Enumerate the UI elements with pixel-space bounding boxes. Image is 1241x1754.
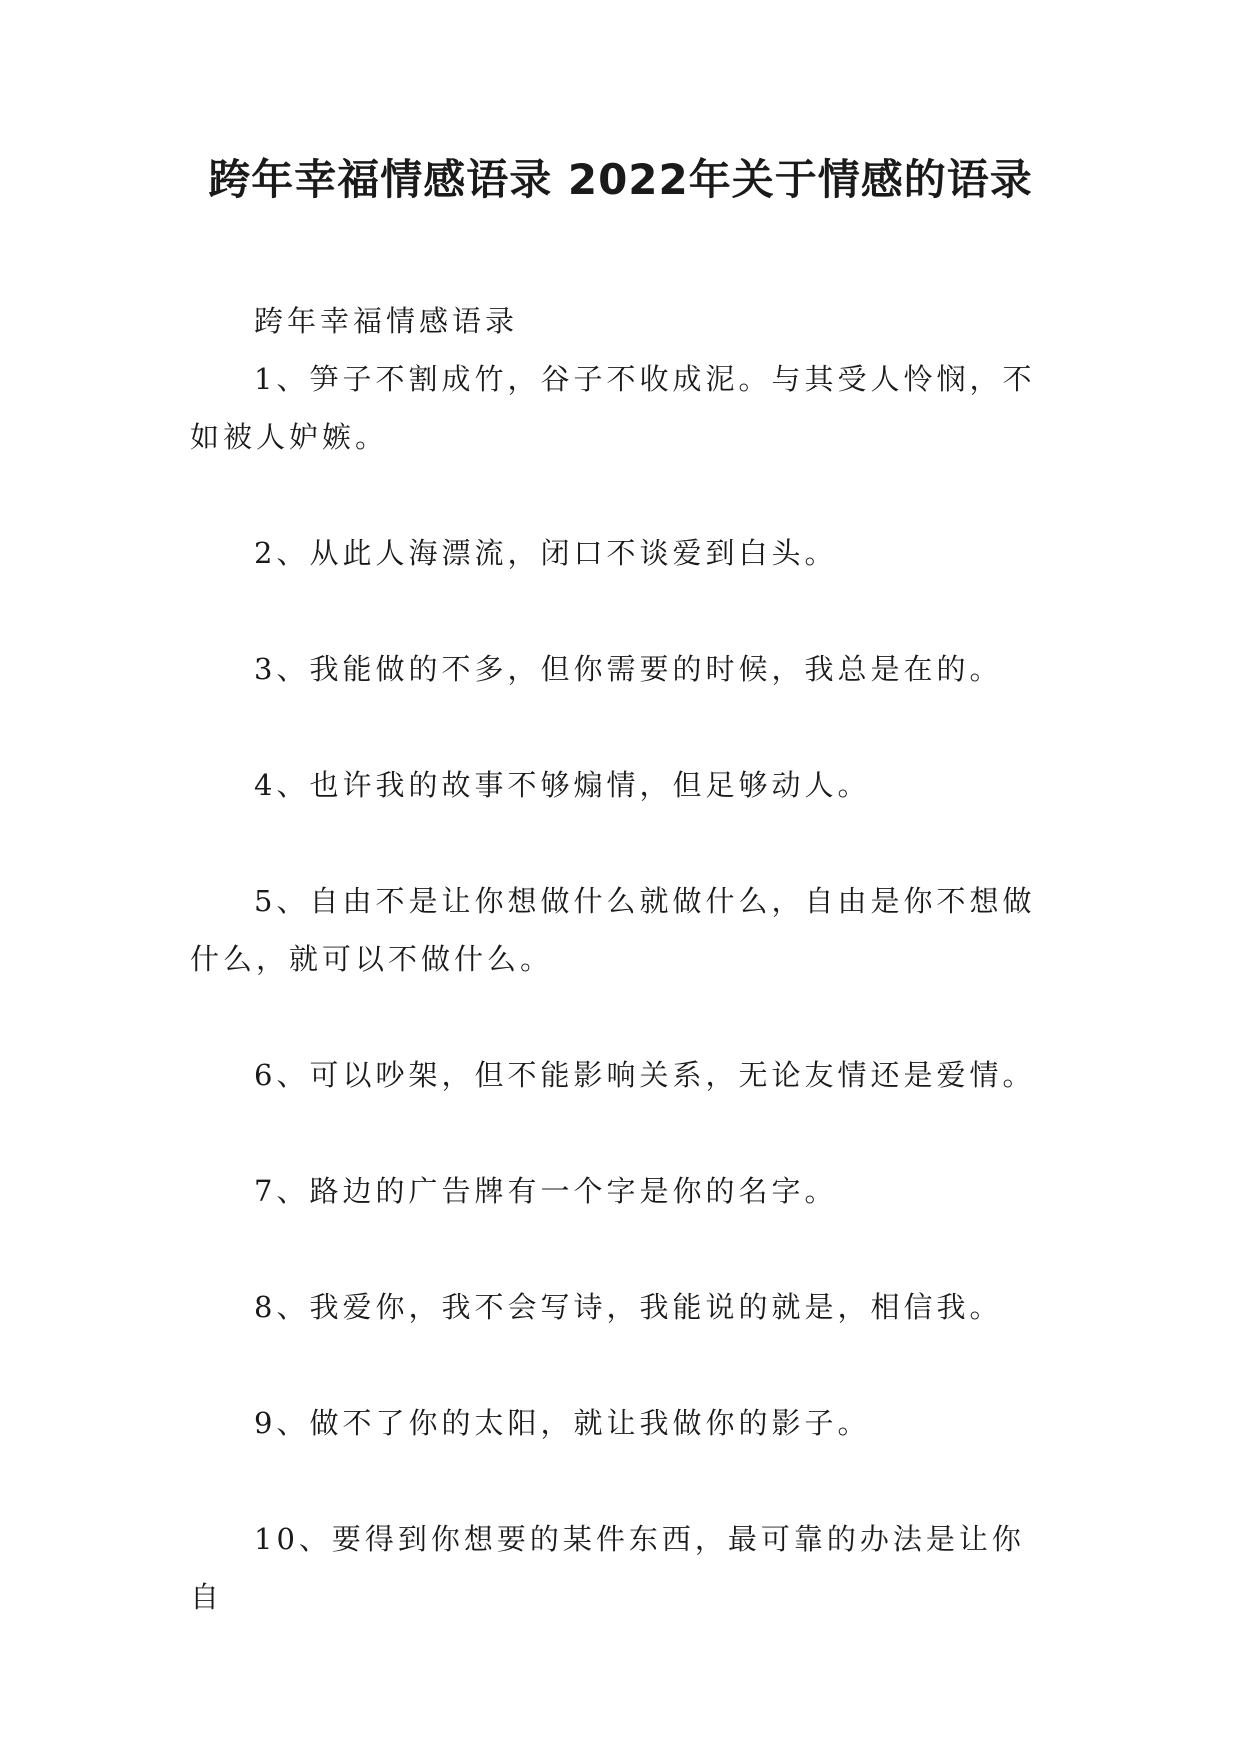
quote-paragraph-10: 10、要得到你想要的某件东西，最可靠的办法是让你自 [190,1522,1025,1614]
section-heading: 跨年幸福情感语录 [254,304,519,338]
document-body [190,292,1050,1626]
quote-paragraph-3: 3、我能做的不多，但你需要的时候，我总是在的。 [254,652,1003,686]
quote-paragraph-7: 7、路边的广告牌有一个字是你的名字。 [254,1174,838,1208]
quote-paragraph-8: 8、我爱你，我不会写诗，我能说的就是，相信我。 [254,1290,1003,1324]
page-title: 跨年幸福情感语录 2022年关于情感的语录 [208,155,1033,204]
quote-paragraph-4: 4、也许我的故事不够煽情，但足够动人。 [254,768,871,802]
quote-paragraph-6: 6、可以吵架，但不能影响关系，无论友情还是爱情。 [254,1058,1036,1092]
quote-paragraph-9: 9、做不了你的太阳，就让我做你的影子。 [254,1406,871,1440]
quote-paragraph-1: 1、笋子不割成竹，谷子不收成泥。与其受人怜悯，不如被人妒嫉。 [190,362,1036,454]
quote-paragraph-2: 2、从此人海漂流，闭口不谈爱到白头。 [254,536,838,570]
quote-paragraph-5: 5、自由不是让你想做什么就做什么，自由是你不想做什么，就可以不做什么。 [190,884,1036,976]
